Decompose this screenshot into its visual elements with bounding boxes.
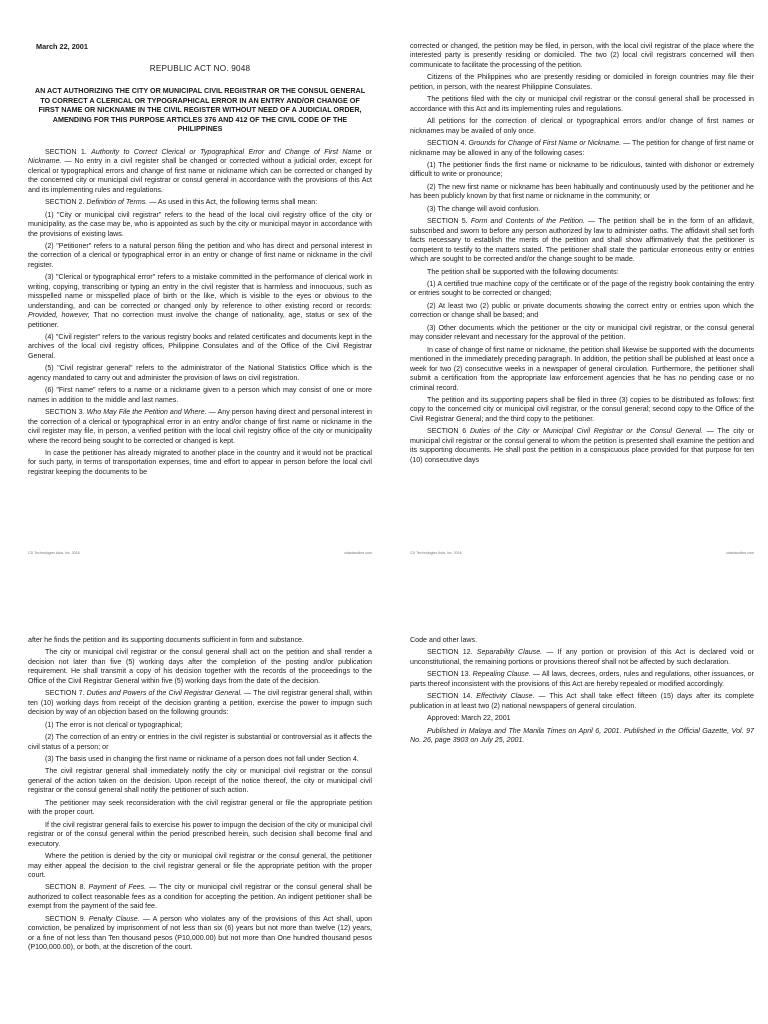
section-heading: Form and Contents of the Petition. — [470, 217, 585, 226]
section-5 — [410, 217, 754, 264]
section-body: — The city or municipal civil registrar or the consul general to whom the petition is presented shall examine the petition and its supporting documents. He shall post the petition in a conspicuous place provided for that purpose for ten (10) consecutive days — [410, 427, 754, 464]
section-label: SECTION 1. — [45, 147, 87, 156]
section-heading: Separability Clause. — [476, 648, 543, 657]
objection-1: (1) The error is not clerical or typographical; — [45, 720, 183, 729]
section-body: — The city or municipal civil registrar or the consul general shall be authorized to collect reasonable fees as a condition for accepting the petition. An indigent petitioner shall be exempt from the payment of the said fee. — [28, 883, 373, 911]
footer-copyright: CD Technologies Asia, Inc. 2016 — [28, 551, 80, 555]
section-14 — [410, 692, 754, 711]
paragraph: Where the petition is denied by the city or municipal civil registrar or the consul general, the petitioner may either appeal the decision to the civil registrar general or file the appropriate petition with the proper court. — [28, 852, 372, 879]
objection-3: (3) The basis used in changing the first name or nickname of a person does not fall under Section 4. — [45, 754, 359, 763]
section-3 — [28, 408, 372, 446]
ground-2: (2) The new first name or nickname has been habitually and continuously used by the petitioner and he has been publicly known by that first name or nickname in the community; or — [410, 182, 754, 201]
paragraph: The petition and its supporting papers shall be filed in three (3) copies to be distributed as follows: first copy to the concerned city or municipal civil registrar, or the consul general; second copy to the Office of the Civil Registrar General; and the third copy to the petitioner. — [410, 395, 754, 423]
section-body: — No entry in a civil register shall be changed or corrected without a judicial order, except for clerical or typographical errors and change of first name or nickname which can be corrected or changed by the concerned city or municipal civil registrar or consul general in accordance with the provisions of this Act and its implementing rules and regulations. — [28, 157, 372, 194]
page-1-footer — [28, 551, 372, 555]
publication-note — [410, 727, 754, 746]
section-label: SECTION 12. — [427, 648, 473, 657]
definition-1: (1) "City or municipal civil registrar" refers to the head of the local civil registry office of the city or municipality, as the case may be, who is appointed as such by the city or municipal mayor in accordance with the provisions of existing laws. — [28, 210, 372, 238]
paragraph: All petitions for the correction of clerical or typographical errors and/or change of first names or nicknames may be availed of only once. — [410, 117, 754, 135]
paragraph: The petition shall be supported with the following documents: — [427, 267, 619, 276]
section-8 — [28, 883, 372, 911]
section-label: SECTION 3. — [45, 408, 85, 417]
section-1 — [28, 148, 372, 195]
footer-website: cdasiaonline.com — [726, 551, 754, 555]
section-12 — [410, 648, 754, 667]
section-label: SECTION 13. — [427, 670, 471, 679]
section-label: SECTION 14. — [427, 692, 473, 701]
paragraph: after he finds the petition and its supporting documents sufficient in form and substance. — [28, 636, 304, 644]
section-label: SECTION 8. — [45, 883, 86, 892]
definition-2: (2) "Petitioner" refers to a natural person filing the petition and who has direct and personal interest in the correction of a clerical or typographical error in an entry or change of first name or nickname in the civil register. — [28, 241, 372, 269]
section-label: SECTION 6 — [427, 427, 467, 436]
section-4 — [410, 139, 754, 158]
section-heading: Effectivity Clause. — [476, 692, 535, 701]
document-1: (1) A certified true machine copy of the certificate or of the page of the registry book containing the entry or entries sought to be corrected or changed; — [410, 279, 754, 298]
section-label: SECTION 4. — [427, 139, 467, 148]
section-label: SECTION 2. — [45, 198, 85, 207]
ground-1: (1) The petitioner finds the first name or nickname to be ridiculous, tainted with dishonor or extremely difficult to write or pronounce; — [410, 160, 754, 179]
page-4 — [410, 636, 754, 749]
publication-text: Published in Malaya and The Manila Times on April 6, 2001. Published in the Official Gazette, Vol. 97 No. 26, page 3903 on July 25, 2001. — [410, 726, 754, 745]
section-heading: Repealing Clause. — [472, 670, 531, 679]
paragraph: In case the petitioner has already migrated to another place in the country and it would not be practical for such party, in terms of transportation expenses, time and effort to appear in person before the local civil registrar keeping the documents to be — [28, 449, 372, 476]
paragraph: The civil registrar general shall immediately notify the city or municipal civil registrar or the consul general of the action taken on the decision. Upon receipt of the notice thereof, the city or municipal civil registrar or the consul general shall notify the petitioner of such action. — [28, 767, 372, 795]
definition-6: (6) "First name" refers to a name or a nickname given to a person which may consist of one or more names in addition to the middle and last names. — [28, 386, 372, 404]
section-heading: Duties and Powers of the Civil Registrar General. — [86, 689, 242, 698]
document-2: (2) At least two (2) public or private documents showing the correct entry or entries upon which the correction or change shall be based; and — [410, 301, 754, 320]
section-body: — If any portion or provision of this Act is declared void or unconstitutional, the remaining portions or provisions thereof shall not be affected by such declaration. — [410, 648, 754, 666]
paragraph: The petitioner may seek reconsideration with the civil registrar general or file the appropriate petition with the proper court. — [28, 798, 372, 817]
definition-text: That no correction must involve the change of nationality, age, status or sex of the petitioner. — [28, 311, 372, 329]
section-body: — As used in this Act, the following terms shall mean: — [147, 198, 318, 207]
section-body: — This Act shall take effect fifteen (15) days after its complete publication in at least two (2) national newspapers of general circulation. — [410, 692, 754, 710]
objection-2: (2) The correction of an entry or entries in the civil register is substantial or controversial as it affects the civil status of a person; or — [28, 733, 372, 751]
footer-copyright: CD Technologies Asia, Inc. 2016 — [410, 551, 462, 555]
definition-text: (3) "Clerical or typographical error" refers to a mistake committed in the performance of clerical work in writing, copying, transcribing or typing an entry in the civil register that is harmless and innocuous, such as misspelled name or misspelled place of birth or the like, which is visible to the eyes or obvious to the understanding, and can be corrected or changed only by reference to other existing record or records: — [28, 273, 372, 310]
section-13 — [410, 670, 754, 689]
paragraph: Citizens of the Philippines who are presently residing or domiciled in foreign countries may file their petition, in person, with the nearest Philippine Consulates. — [410, 73, 754, 91]
section-body: — All laws, decrees, orders, rules and regulations, other issuances, or parts thereof inconsistent with the provisions of this Act are hereby repealed or modified accordingly. — [410, 670, 754, 688]
paragraph: corrected or changed, the petition may be filed, in person, with the local civil registrar of the place where the interested party is presently residing or domiciled. The two (2) local civil registrars concerned will then communicate to facilitate the processing of the petition. — [410, 42, 754, 69]
section-body: — The petition shall be in the form of an affidavit, subscribed and sworn to before any person authorized by law to administer oaths. The affidavit shall set forth facts necessary to establish the merits of the petition and shall show affirmatively that the petitioner is competent to testify to the matters stated. The petitioner shall state the particular erroneous entry or entries which are sought to be corrected and/or the change sought to be made. — [410, 217, 754, 264]
section-9 — [28, 915, 372, 953]
paragraph: The city or municipal civil registrar or the consul general shall act on the petition and shall render a decision not later than five (5) working days after the completion of the posting and/or publication requirement. He shall transmit a copy of his decision together with the records of the proceedings to the Office of the Civil Registrar General within five (5) working days from the date of the decision. — [28, 648, 372, 685]
paragraph: In case of change of first name or nickname, the petition shall likewise be supported with the documents mentioned in the immediately preceding paragraph. In addition, the petition shall be published at least once a week for two (2) consecutive weeks in a newspaper of general circulation. Furthermore, the petitioner shall submit a certification from the appropriate law enforcement agencies that he has no pending case or no criminal record. — [410, 345, 754, 392]
section-label: SECTION 7. — [45, 689, 85, 698]
section-body: — A person who violates any of the provisions of this Act shall, upon conviction, be penalized by imprisonment of not less than six (6) years but not more than twelve (12) years, or a fine of not less than Ten thousand pesos (P10,000.00) but not more than One hundred thousand pesos (P100,000.00), or both, at the discretion of the court. — [28, 914, 372, 952]
section-heading: Definition of Terms. — [86, 198, 148, 207]
paragraph: If the civil registrar general fails to exercise his power to impugn the decision of the city or municipal civil registrar or of the consul general within the period prescribed herein, such decision shall become final and executory. — [28, 820, 372, 848]
section-7 — [28, 689, 372, 717]
section-2 — [28, 198, 372, 207]
section-body: — The civil registrar general shall, within ten (10) working days from receipt of the decision granting a petition, exercise the power to impugn such decision by way of an objection based on the following grounds: — [28, 689, 372, 717]
section-label: SECTION 5. — [427, 217, 468, 226]
section-heading: Authority to Correct Clerical or Typographical Error and Change of First Name or Nickname. — [28, 147, 372, 166]
act-title: AN ACT AUTHORIZING THE CITY OR MUNICIPAL CIVIL REGISTRAR OR THE CONSUL GENERAL TO CORRECT A CLERICAL OR TYPOGRAPHICAL ERROR IN AN ENTRY AND/OR CHANGE OF FIRST NAME OR NICKNAME IN THE CIVIL REGISTER WITHOUT NEED OF A JUDICIAL ORDER, AMENDING FOR THIS PURPOSE ARTICLES 376 AND 412 OF THE CIVIL CODE OF THE PHILIPPINES — [34, 85, 366, 134]
section-heading: Who May File the Petition and Where. — [86, 408, 207, 417]
section-heading: Grounds for Change of First Name or Nickname. — [468, 139, 622, 148]
definition-3 — [28, 273, 372, 330]
section-heading: Penalty Clause. — [88, 914, 140, 923]
definition-5: (5) "Civil registrar general" refers to the administrator of the National Statistics Office which is the agency mandated to carry out and administer the provision of laws on civil registration. — [28, 364, 372, 382]
footer-website: cdasiaonline.com — [344, 551, 372, 555]
section-heading: Duties of the City or Municipal Civil Registrar or the Consul General. — [469, 427, 703, 436]
proviso-text: Provided, however, — [28, 311, 90, 320]
section-label: SECTION 9. — [45, 914, 86, 923]
section-body: — Any person having direct and personal interest in the correction of a clerical or typographical error in an entry and/or change of first name or nickname in the civil register may file, in person, a verified petition with the local civil registry office of the city or municipality where the record being sought to be corrected or changed is kept. — [28, 408, 372, 445]
approval-date: Approved: March 22, 2001 — [427, 714, 511, 723]
paragraph: Code and other laws. — [410, 636, 478, 644]
section-6 — [410, 427, 754, 465]
page-2 — [410, 42, 754, 468]
page-2-footer — [410, 551, 754, 555]
paragraph: The petitions filed with the city or municipal civil registrar or the consul general shall be processed in accordance with this Act and its implementing rules and regulations. — [410, 95, 754, 113]
definition-4: (4) "Civil register" refers to the various registry books and related certificates and documents kept in the archives of the local civil registry offices, Philippine Consulates and of the Office of the Civil Registrar General. — [28, 333, 372, 360]
section-heading: Payment of Fees. — [88, 883, 147, 892]
republic-act-number: REPUBLIC ACT NO. 9048 — [149, 64, 251, 74]
page-1 — [28, 42, 372, 480]
page-3 — [28, 636, 372, 956]
document-3: (3) Other documents which the petitioner or the city or municipal civil registrar, or the consul general may consider relevant and necessary for the approval of the petition. — [410, 323, 754, 342]
ground-3: (3) The change will avoid confusion. — [427, 204, 541, 213]
section-body: — The petition for change of first name or nickname may be allowed in any of the following cases: — [410, 139, 755, 157]
act-date: March 22, 2001 — [36, 42, 88, 51]
